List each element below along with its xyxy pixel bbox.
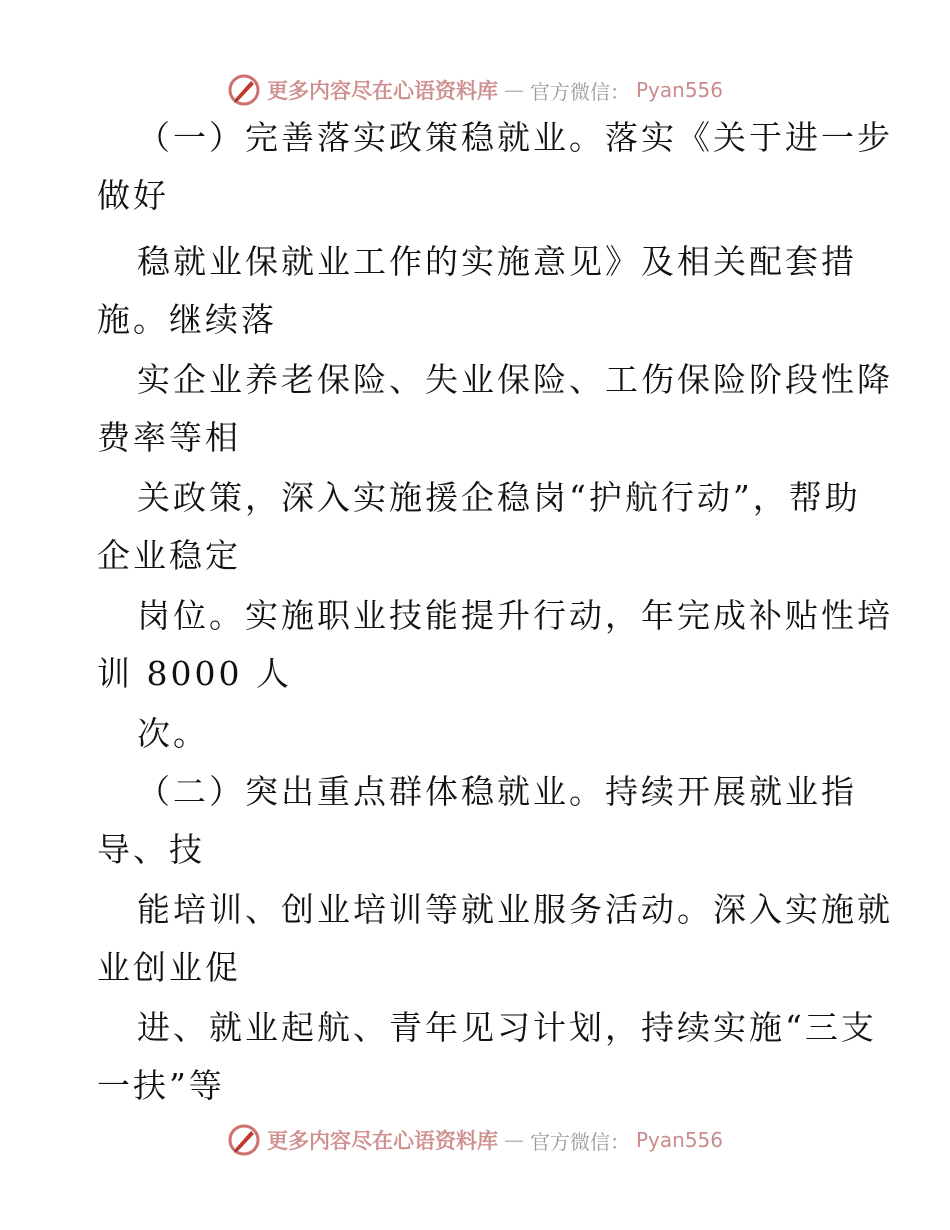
body-line: 实企业养老保险、失业保险、工伤保险阶段性降	[137, 360, 893, 399]
body-line: 稳就业保就业工作的实施意见》及相关配套措	[137, 242, 857, 281]
body-line: （一）完善落实政策稳就业。落实《关于进一步	[137, 118, 893, 157]
watermark-text: 更多内容尽在心语资料库	[266, 1128, 498, 1153]
body-line: 次。	[137, 714, 209, 753]
quill-pen-seal-icon	[227, 73, 261, 107]
watermark-wechat-label: 官方微信：	[529, 1129, 630, 1154]
body-line: 费率等相	[97, 418, 241, 457]
body-line: 关政策，深入实施援企稳岗“护航行动”，帮助	[137, 478, 861, 517]
body-line: 训 8000 人	[97, 654, 292, 693]
watermark-text: 更多内容尽在心语资料库	[266, 78, 498, 103]
body-line: 做好	[97, 176, 169, 215]
body-line: 业创业促	[97, 948, 241, 987]
body-line: 岗位。实施职业技能提升行动，年完成补贴性培	[137, 596, 893, 635]
body-line: 导、技	[97, 830, 205, 869]
body-line: 施。继续落	[97, 300, 277, 339]
body-line: 进、就业起航、青年见习计划，持续实施“三支	[137, 1008, 877, 1047]
body-line: 一扶”等	[97, 1066, 225, 1105]
footer-watermark	[0, 1120, 950, 1160]
header-watermark	[0, 70, 950, 110]
quill-pen-seal-icon	[227, 1123, 261, 1157]
body-line: （二）突出重点群体稳就业。持续开展就业指	[137, 772, 857, 811]
body-line: 能培训、创业培训等就业服务活动。深入实施就	[137, 890, 893, 929]
body-line: 企业稳定	[97, 536, 241, 575]
watermark-separator: —	[503, 1128, 524, 1152]
watermark-wechat-id: Pyan556	[635, 78, 723, 102]
watermark-wechat-label: 官方微信：	[529, 79, 630, 104]
watermark-separator: —	[503, 78, 524, 102]
watermark-wechat-id: Pyan556	[635, 1128, 723, 1152]
